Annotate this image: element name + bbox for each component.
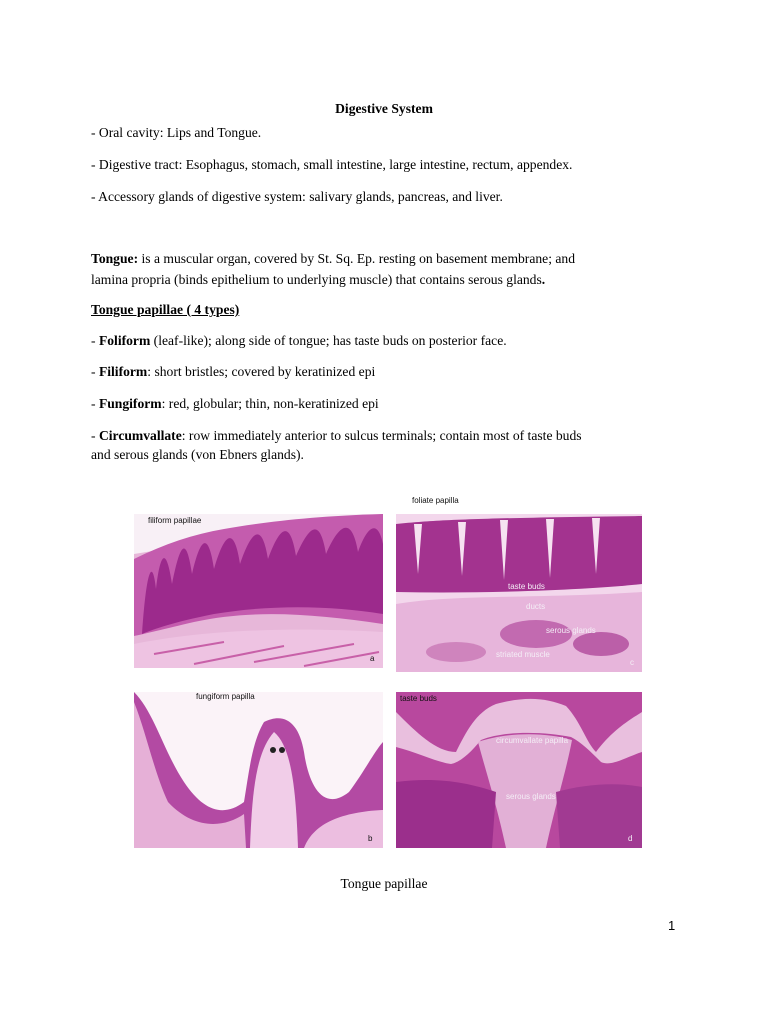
label-serous-glands-d: serous glands <box>506 792 556 801</box>
figure-caption: Tongue papillae <box>340 876 428 891</box>
papilla-item-circumvallate-cont: and serous glands (von Ebners glands). <box>91 447 304 462</box>
tongue-period: . <box>541 272 546 287</box>
papillae-heading: Tongue papillae ( 4 types) <box>91 302 240 317</box>
filiform-micrograph <box>134 514 383 668</box>
label-foliate-papilla: foliate papilla <box>412 496 459 505</box>
circumvallate-micrograph <box>396 692 642 848</box>
panel-letter-b: b <box>368 834 373 843</box>
intro-line-1: - Oral cavity: Lips and Tongue. <box>91 125 262 140</box>
bullet-dash: - <box>91 364 99 379</box>
panel-c-foliate <box>396 514 642 672</box>
panel-a-filiform <box>134 514 383 668</box>
papilla-item-filiform <box>91 362 681 382</box>
bullet-dash: - <box>91 428 99 443</box>
foliate-micrograph <box>396 514 642 672</box>
tongue-text-2: lamina propria (binds epithelium to underlying muscle) that contains serous glands <box>91 272 542 287</box>
papilla-text: : row immediately anterior to sulcus terminals; contain most of taste buds <box>181 428 582 443</box>
bullet-dash: - <box>91 333 99 348</box>
papilla-text: (leaf-like); along side of tongue; has taste buds on posterior face. <box>150 333 507 348</box>
papilla-item-fungiform <box>91 394 681 414</box>
label-filiform-papillae: filiform papillae <box>148 516 202 525</box>
papilla-term: Foliform <box>98 333 151 348</box>
label-striated-muscle: striated muscle <box>496 650 550 659</box>
intro-line-2: - Digestive tract: Esophagus, stomach, small intestine, large intestine, rectum, appendex. <box>91 157 573 172</box>
panel-letter-c: c <box>630 658 634 667</box>
label-ducts: ducts <box>526 602 546 611</box>
papilla-term: Fungiform <box>98 396 162 411</box>
papilla-term: Circumvallate <box>98 428 182 443</box>
bullet-dash: - <box>91 396 99 411</box>
tongue-term: Tongue: <box>91 251 139 266</box>
papilla-text: : short bristles; covered by keratinized epi <box>147 364 376 379</box>
label-serous-glands: serous glands <box>546 626 596 635</box>
panel-b-fungiform <box>134 692 383 848</box>
papilla-item-foliform <box>91 331 681 351</box>
panel-letter-d: d <box>628 834 633 843</box>
tongue-text-1: is a muscular organ, covered by St. Sq. Ep. resting on basement membrane; and <box>138 251 576 266</box>
page-number: 1 <box>668 918 676 933</box>
tongue-paragraph-line-2 <box>91 270 681 290</box>
histology-figure <box>134 496 642 848</box>
tongue-paragraph-line-1 <box>91 249 681 269</box>
intro-line-3: - Accessory glands of digestive system: salivary glands, pancreas, and liver. <box>91 189 503 204</box>
page-title: Digestive System <box>335 101 433 116</box>
label-circumvallate-papilla: circumvallate papilla <box>496 736 569 745</box>
papilla-item-circumvallate <box>91 426 681 446</box>
label-fungiform-papilla: fungiform papilla <box>196 692 255 701</box>
label-taste-buds: taste buds <box>508 582 545 591</box>
fungiform-micrograph <box>134 692 383 848</box>
papilla-term: Filiform <box>98 364 148 379</box>
label-taste-buds-d: taste buds <box>400 694 437 703</box>
panel-d-circumvallate <box>396 692 642 848</box>
papilla-text: : red, globular; thin, non-keratinized epi <box>161 396 379 411</box>
panel-letter-a: a <box>370 654 375 663</box>
